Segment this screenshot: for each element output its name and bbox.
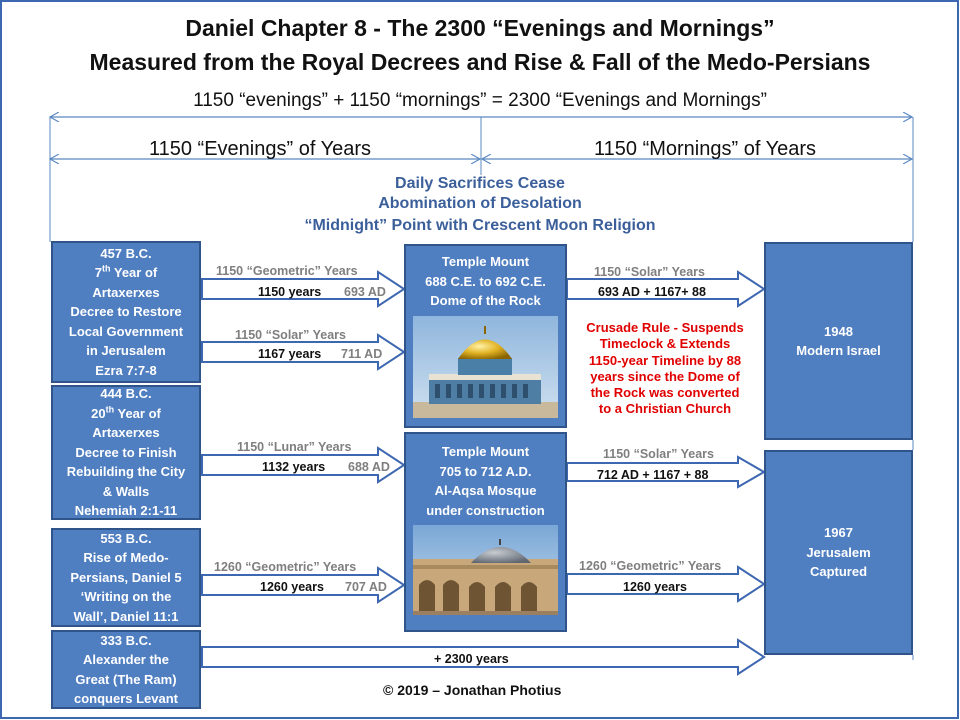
midpoint-line-3: “Midnight” Point with Crescent Moon Religion bbox=[304, 217, 656, 234]
evenings-label: 1150 “Evenings” of Years bbox=[148, 138, 371, 160]
event-box-333bc bbox=[51, 630, 201, 709]
decree-date: 444 B.C. bbox=[100, 386, 152, 402]
arrow-years: 1150 years bbox=[258, 285, 322, 299]
midpoint-line-2: Abomination of Desolation bbox=[378, 195, 582, 212]
event-date: 333 B.C. bbox=[100, 632, 152, 648]
decree-text: & Walls bbox=[102, 483, 150, 499]
event-box-553bc bbox=[51, 528, 201, 627]
mornings-label: 1150 “Mornings” of Years bbox=[594, 138, 816, 160]
decree-box-444bc bbox=[51, 385, 201, 520]
decree-text: Decree to Restore bbox=[70, 304, 182, 320]
decree-reference: Ezra 7:7-8 bbox=[95, 362, 157, 378]
temple-name: Al-Aqsa Mosque bbox=[434, 483, 537, 498]
copyright: © 2019 – Jonathan Photius bbox=[383, 682, 562, 698]
arrow-calculation: 712 AD + 1167 + 88 bbox=[597, 468, 709, 482]
decree-reference: Nehemiah 2:1-11 bbox=[74, 503, 178, 519]
crusade-note bbox=[570, 320, 760, 418]
decree-text: Artaxerxes bbox=[92, 425, 160, 441]
decree-text: Artaxerxes bbox=[92, 284, 160, 300]
event-date: 553 B.C. bbox=[100, 530, 152, 546]
result-text: Jerusalem bbox=[806, 544, 871, 560]
arrow-label: 1260 “Geometric” Years bbox=[579, 559, 722, 573]
title-line-2: Measured from the Royal Decrees and Rise & Fall of the Medo-Persians bbox=[89, 49, 871, 75]
decree-year-line: 7th Year of bbox=[94, 263, 158, 281]
temple-name: Dome of the Rock bbox=[430, 293, 541, 308]
crusade-note-line: 1150-year Timeline by 88 bbox=[588, 352, 742, 368]
crusade-note-line: years since the Dome of bbox=[590, 368, 740, 384]
arrow-label: 1150 “Geometric” Years bbox=[216, 264, 358, 278]
event-text: ‘Writing on the bbox=[80, 589, 172, 605]
midpoint-line-1: Daily Sacrifices Cease bbox=[395, 175, 565, 192]
event-text: Persians, Daniel 5 bbox=[70, 569, 182, 585]
result-box-1967 bbox=[764, 450, 913, 655]
result-text: Modern Israel bbox=[796, 343, 881, 358]
event-text: Rise of Medo- bbox=[83, 550, 169, 566]
temple-status: under construction bbox=[426, 502, 545, 518]
result-year: 1967 bbox=[824, 525, 853, 541]
temple-box-al-aqsa bbox=[404, 432, 567, 632]
result-box-1948 bbox=[764, 242, 913, 440]
equation-text: 1150 “evenings” + 1150 “mornings” = 2300 “Evenings and Mornings” bbox=[193, 90, 767, 111]
temple-dates: 705 to 712 A.D. bbox=[439, 463, 532, 479]
title-line-1: Daniel Chapter 8 - The 2300 “Evenings and Mornings” bbox=[185, 15, 775, 41]
decree-text: Rebuilding the City bbox=[66, 464, 186, 480]
temple-dates: 688 C.E. to 692 C.E. bbox=[425, 273, 546, 289]
al-aqsa-mosque-photo bbox=[413, 525, 558, 615]
arrow-ad: 711 AD bbox=[341, 347, 383, 361]
decree-box-457bc bbox=[51, 241, 201, 383]
arrow-label: 1260 “Geometric” Years bbox=[214, 560, 357, 574]
decree-date: 457 B.C. bbox=[100, 245, 152, 261]
arrow-ad: 693 AD bbox=[344, 285, 386, 299]
decree-text: Local Government bbox=[68, 323, 184, 339]
arrow-label: 1150 “Solar” Years bbox=[235, 328, 346, 342]
arrow-ad: 707 AD bbox=[345, 580, 387, 594]
result-text: Captured bbox=[809, 564, 868, 580]
arrow-label: 1150 “Solar” Years bbox=[594, 265, 705, 279]
arrow-years: 1132 years bbox=[262, 460, 326, 474]
crusade-note-line: Timeclock & Extends bbox=[599, 336, 731, 352]
crusade-note-line: the Rock was converted bbox=[590, 385, 740, 401]
decree-year-line: 20th Year of bbox=[91, 404, 161, 421]
arrow-label: 1150 “Lunar” Years bbox=[237, 440, 352, 454]
event-text: Alexander the bbox=[83, 652, 169, 667]
arrow-calculation: 693 AD + 1167+ 88 bbox=[598, 285, 706, 299]
arrow-calculation: 1260 years bbox=[623, 580, 687, 594]
result-year: 1948 bbox=[824, 323, 853, 339]
event-text: Great (The Ram) bbox=[75, 671, 177, 687]
event-text: Wall’, Daniel 11:1 bbox=[73, 608, 179, 624]
dome-of-the-rock-photo bbox=[413, 316, 558, 418]
arrow-years: 1260 years bbox=[260, 580, 324, 594]
crusade-note-line: Crusade Rule - Suspends bbox=[586, 320, 744, 335]
decree-text: in Jerusalem bbox=[86, 343, 166, 359]
event-text: conquers Levant bbox=[73, 691, 179, 706]
arrow-years: 1167 years bbox=[258, 347, 322, 361]
crusade-note-line: to a Christian Church bbox=[598, 401, 732, 417]
arrow-ad: 688 AD bbox=[348, 460, 390, 474]
temple-title: Temple Mount bbox=[441, 254, 530, 269]
temple-title: Temple Mount bbox=[441, 444, 530, 459]
long-arrow-label: + 2300 years bbox=[434, 652, 509, 666]
arrow-label: 1150 “Solar” Years bbox=[603, 447, 714, 461]
decree-text: Decree to Finish bbox=[75, 444, 177, 460]
temple-box-dome-of-the-rock bbox=[404, 244, 567, 428]
